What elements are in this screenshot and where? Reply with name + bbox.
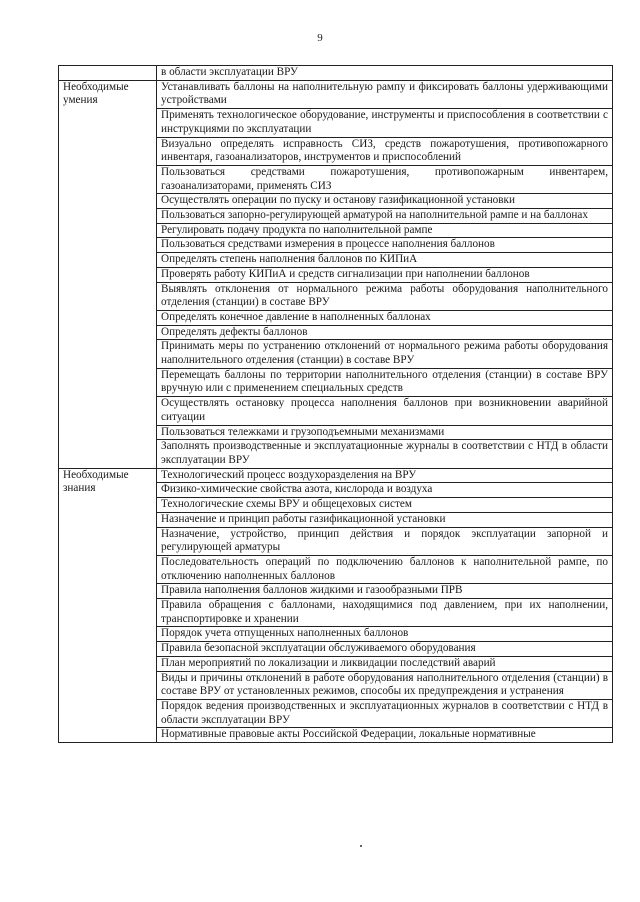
table-row: [59, 66, 613, 81]
item-cell: Выявлять отклонения от нормального режима работы оборудования наполнительного отделения (станции) в составе ВРУ: [157, 282, 613, 310]
table-row: [59, 80, 613, 108]
item-cell: Перемещать баллоны по территории наполнительного отделения (станции) в составе ВРУ вручную или с применением специальных средств: [157, 368, 613, 396]
qualification-table: [58, 65, 613, 743]
item-cell: Пользоваться средствами измерения в процессе наполнения баллонов: [157, 238, 613, 253]
item-cell: Принимать меры по устранению отклонений от нормального режима работы оборудования наполнительного отделения (станции) в составе ВРУ: [157, 340, 613, 368]
item-cell: Устанавливать баллоны на наполнительную рампу и фиксировать баллоны удерживающими устройствами: [157, 80, 613, 108]
item-cell: Назначение, устройство, принцип действия и порядок эксплуатации запорной и регулирующей арматуры: [157, 527, 613, 555]
item-cell: Технологические схемы ВРУ и общецеховых систем: [157, 498, 613, 513]
category-cell: Необходимые знания: [59, 468, 157, 742]
table-body: [59, 66, 613, 743]
item-cell: Правила безопасной эксплуатации обслуживаемого оборудования: [157, 642, 613, 657]
item-cell: Технологический процесс воздухоразделения на ВРУ: [157, 468, 613, 483]
item-cell: Последовательность операций по подключению баллонов к наполнительной рампе, по отключению наполненных баллонов: [157, 555, 613, 583]
item-cell: Правила обращения с баллонами, находящимися под давлением, при их наполнении, транспортировке и хранении: [157, 599, 613, 627]
item-cell: Назначение и принцип работы газификационной установки: [157, 512, 613, 527]
item-cell: Виды и причины отклонений в работе оборудования наполнительного отделения (станции) в составе ВРУ от установленных режимов, способы их предупреждения и устранения: [157, 671, 613, 699]
item-cell: Регулировать подачу продукта по наполнительной рампе: [157, 223, 613, 238]
page-number: 9: [317, 32, 323, 44]
item-cell: Осуществлять остановку процесса наполнения баллонов при возникновении аварийной ситуации: [157, 397, 613, 425]
item-cell: в области эксплуатации ВРУ: [157, 66, 613, 81]
item-cell: Пользоваться средствами пожаротушения, противопожарным инвентарем, газоанализаторами, применять СИЗ: [157, 165, 613, 193]
item-cell: Нормативные правовые акты Российской Федерации, локальные нормативные: [157, 728, 613, 743]
item-cell: План мероприятий по локализации и ликвидации последствий аварий: [157, 656, 613, 671]
item-cell: Заполнять производственные и эксплуатационные журналы в соответствии с НТД в области эксплуатации ВРУ: [157, 440, 613, 468]
item-cell: Правила наполнения баллонов жидкими и газообразными ПРВ: [157, 584, 613, 599]
item-cell: Определять степень наполнения баллонов по КИПиА: [157, 253, 613, 268]
item-cell: Определять дефекты баллонов: [157, 325, 613, 340]
category-cell: Необходимые умения: [59, 80, 157, 468]
item-cell: Порядок ведения производственных и эксплуатационных журналов в соответствии с НТД в области эксплуатации ВРУ: [157, 699, 613, 727]
scan-artifact-dot: [360, 845, 362, 847]
item-cell: Проверять работу КИПиА и средств сигнализации при наполнении баллонов: [157, 267, 613, 282]
item-cell: Визуально определять исправность СИЗ, средств пожаротушения, противопожарного инвентаря, газоанализаторов, инструментов и приспособлений: [157, 137, 613, 165]
item-cell: Пользоваться тележками и грузоподъемными механизмами: [157, 425, 613, 440]
table-row: [59, 468, 613, 483]
item-cell: Определять конечное давление в наполненных баллонах: [157, 310, 613, 325]
item-cell: Порядок учета отпущенных наполненных баллонов: [157, 627, 613, 642]
category-cell: [59, 66, 157, 81]
item-cell: Пользоваться запорно-регулирующей арматурой на наполнительной рампе и на баллонах: [157, 209, 613, 224]
item-cell: Физико-химические свойства азота, кислорода и воздуха: [157, 483, 613, 498]
item-cell: Применять технологическое оборудование, инструменты и приспособления в соответствии с инструкциями по эксплуатации: [157, 109, 613, 137]
item-cell: Осуществлять операции по пуску и останову газификационной установки: [157, 194, 613, 209]
